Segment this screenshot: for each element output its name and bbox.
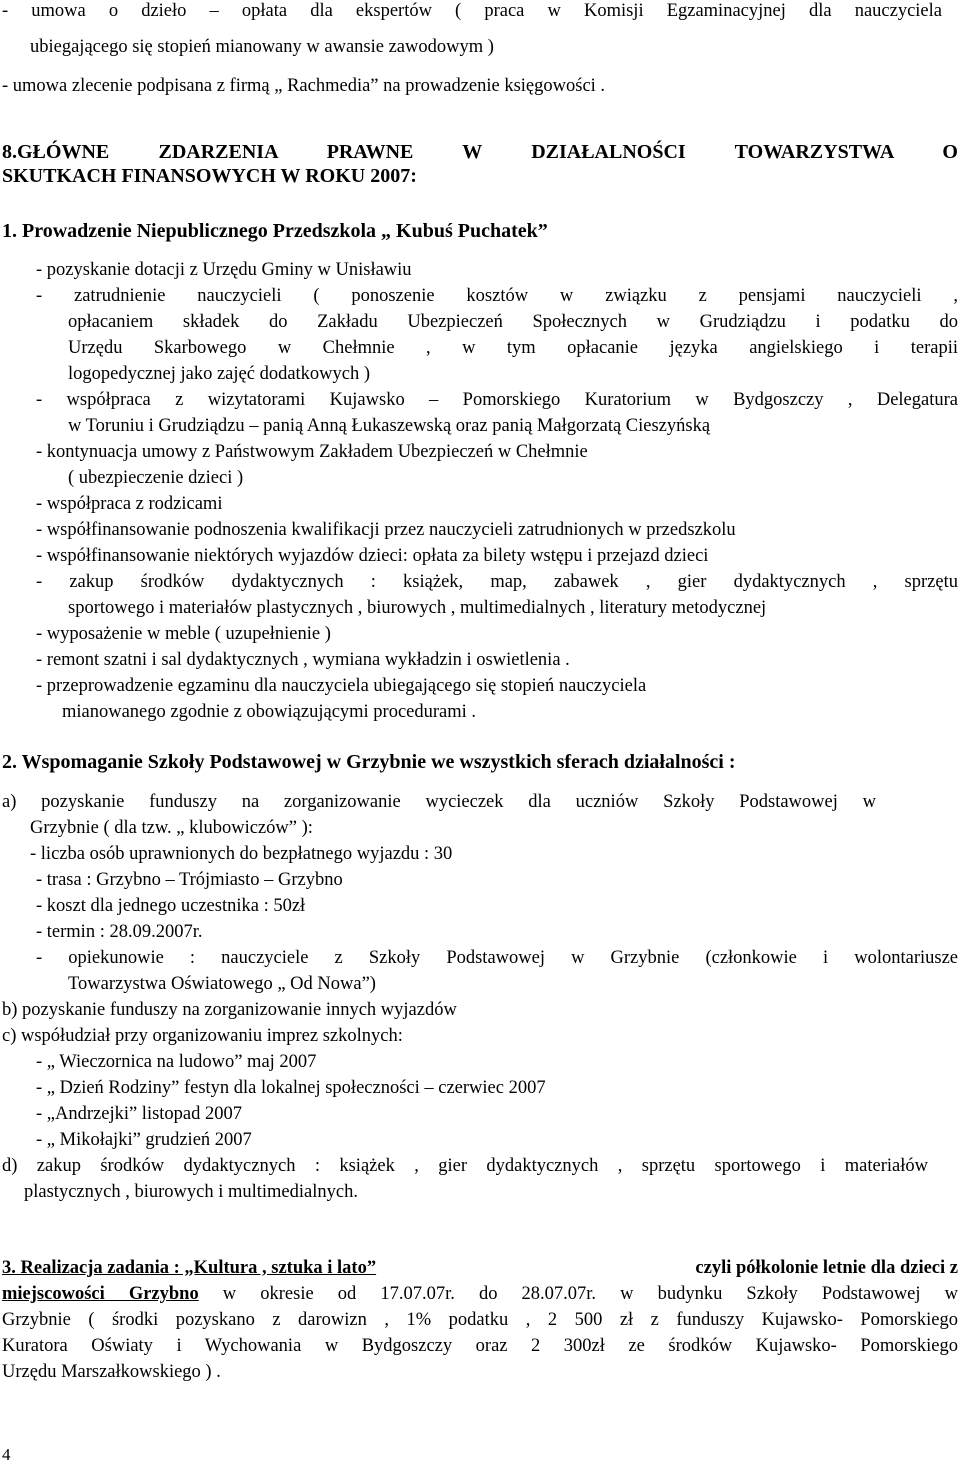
item-2-line: plastycznych , biurowych i multimedialnych. [24,1182,358,1202]
item-1-line: Urzędu Skarbowego w Chełmnie , w tym opłacanie języka angielskiego i terapii [68,338,958,358]
item-1-line: mianowanego zgodnie z obowiązującymi procedurami . [62,702,477,722]
intro-line-3: - umowa zlecenie podpisana z firmą „ Rachmedia” na prowadzenie księgowości . [2,76,606,96]
item-3-line-3: Grzybnie ( środki pozyskano z darowizn , 1% podatku , 2 500 zł z funduszy Kujawsko- Pomorskiego [2,1310,958,1330]
item-2-line: - „ Mikołajki” grudzień 2007 [36,1130,252,1150]
item-2-line: - „Andrzejki” listopad 2007 [36,1104,243,1124]
item-2-line: a) pozyskanie funduszy na zorganizowanie wycieczek dla uczniów Szkoły Podstawowej w [2,792,876,812]
item-1-line: - remont szatni i sal dydaktycznych , wymiana wykładzin i oswietlenia . [36,650,570,670]
item-3-title-rest: czyli półkolonie letnie dla dzieci z [695,1258,958,1278]
item-1-title: 1. Prowadzenie Niepublicznego Przedszkola „ Kubuś Puchatek” [2,220,548,242]
item-1-line: - zakup środków dydaktycznych : książek, map, zabawek , gier dydaktycznych , sprzętu [36,572,958,592]
item-1-line: - zatrudnienie nauczycieli ( ponoszenie kosztów w związku z pensjami nauczycieli , [36,286,958,306]
item-1-line: sportowego i materiałów plastycznych , biurowych , multimedialnych , literatury metodycznej [68,598,767,618]
item-1-line: logopedycznej jako zajęć dodatkowych ) [68,364,371,384]
item-2-title: 2. Wspomaganie Szkoły Podstawowej w Grzybnie we wszystkich sferach działalności : [2,751,736,773]
intro-line-1: - umowa o dzieło – opłata dla ekspertów ( praca w Komisji Egzaminacyjnej dla nauczyciela [2,1,942,21]
item-3-title: 3. Realizacja zadania : „Kultura , sztuka i lato” [2,1258,377,1278]
item-2-line: Grzybnie ( dla tzw. „ klubowiczów” ): [30,818,313,838]
item-3-line-4: Kuratora Oświaty i Wychowania w Bydgoszczy oraz 2 300zł ze środków Kujawsko- Pomorskiego [2,1336,958,1356]
item-2-line: - „ Dzień Rodziny” festyn dla lokalnej społeczności – czerwiec 2007 [36,1078,546,1098]
item-2-line: - liczba osób uprawnionych do bezpłatnego wyjazdu : 30 [30,844,453,864]
item-1-line: - przeprowadzenie egzaminu dla nauczyciela ubiegającego się stopień nauczyciela [36,676,647,696]
item-2-line: d) zakup środków dydaktycznych : książek , gier dydaktycznych , sprzętu sportowego i materiałów [2,1156,928,1176]
item-2-line: - „ Wieczornica na ludowo” maj 2007 [36,1052,317,1072]
item-1-line: opłacaniem składek do Zakładu Ubezpieczeń Społecznych w Grudziądzu i podatku do [68,312,958,332]
item-2-line: b) pozyskanie funduszy na zorganizowanie innych wyjazdów [2,1000,457,1020]
item-1-line: - pozyskanie dotacji z Urzędu Gminy w Unisławiu [36,260,412,280]
item-3-period: w okresie od 17.07.07r. do 28.07.07r. w budynku Szkoły Podstawowej w [198,1284,958,1304]
page-number: 4 [2,1445,11,1464]
item-3-location: miejscowości Grzybno [2,1284,199,1304]
item-1-line: w Toruniu i Grudziądzu – panią Anną Łukaszewską oraz panią Małgorzatą Cieszyńską [68,416,711,436]
item-1-line: - wyposażenie w meble ( uzupełnienie ) [36,624,331,644]
item-2-line: - termin : 28.09.2007r. [36,922,203,942]
item-2-line: - trasa : Grzybno – Trójmiasto – Grzybno [36,870,343,890]
item-2-line: - opiekunowie : nauczyciele z Szkoły Podstawowej w Grzybnie (członkowie i wolontariusze [36,948,958,968]
item-1-line: - współfinansowanie niektórych wyjazdów dzieci: opłata za bilety wstępu i przejazd dzieci [36,546,709,566]
item-1-line: - współpraca z wizytatorami Kujawsko – Pomorskiego Kuratorium w Bydgoszczy , Delegatura [36,390,958,410]
item-1-line: - współfinansowanie podnoszenia kwalifikacji przez nauczycieli zatrudnionych w przedszkolu [36,520,736,540]
section-8-heading-line-1: 8.GŁÓWNE ZDARZENIA PRAWNE W DZIAŁALNOŚCI TOWARZYSTWA O [2,141,958,163]
item-1-line: - współpraca z rodzicami [36,494,223,514]
item-1-line: ( ubezpieczenie dzieci ) [68,468,244,488]
item-2-line: - koszt dla jednego uczestnika : 50zł [36,896,306,916]
section-8-heading-line-2: SKUTKACH FINANSOWYCH W ROKU 2007: [2,165,417,187]
item-1-line: - kontynuacja umowy z Państwowym Zakładem Ubezpieczeń w Chełmnie [36,442,588,462]
intro-line-2: ubiegającego się stopień mianowany w awansie zawodowym ) [30,37,494,57]
item-2-line: c) współudział przy organizowaniu imprez szkolnych: [2,1026,403,1046]
item-3-line-1 [2,1255,958,1281]
item-3-line-5: Urzędu Marszałkowskiego ) . [2,1362,221,1382]
item-2-line: Towarzystwa Oświatowego „ Od Nowa”) [68,974,376,994]
item-3-line-2 [2,1281,958,1307]
